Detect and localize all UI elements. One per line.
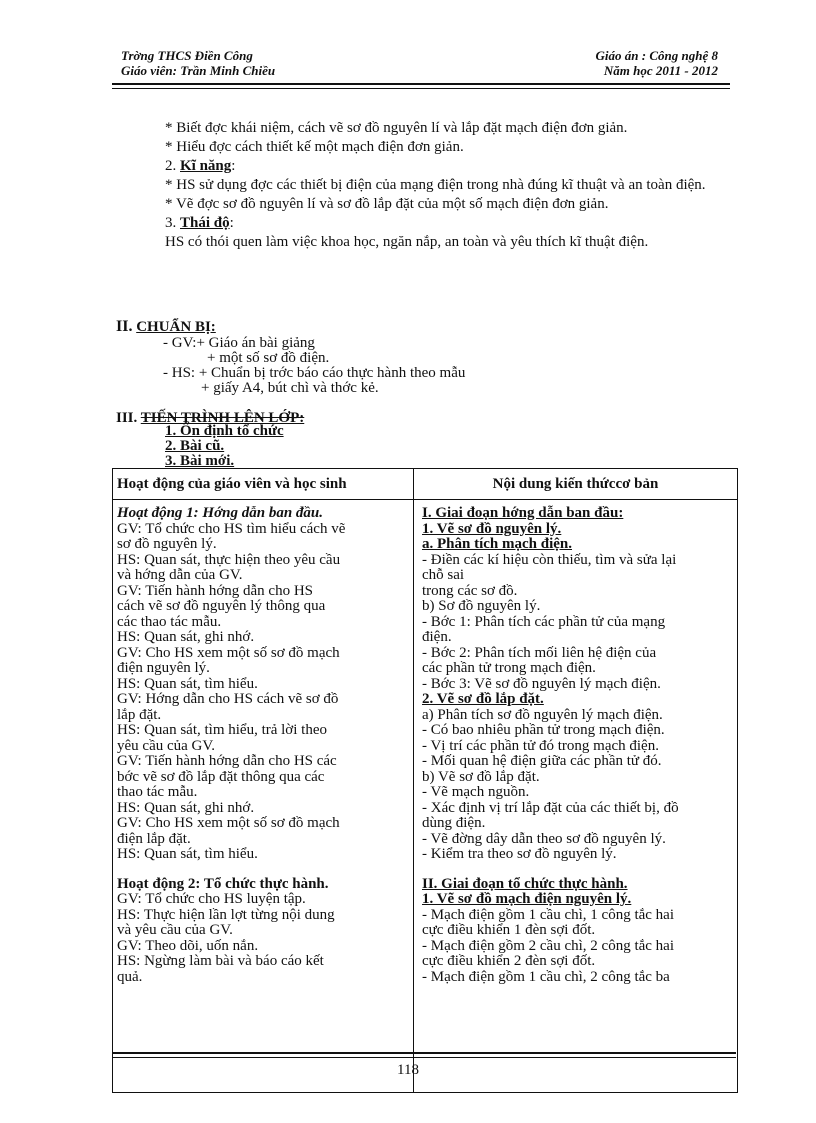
attitude-number: 3. [165, 215, 177, 231]
lesson-table [112, 468, 738, 1093]
subject-name: Giáo án : Công nghệ 8 [595, 48, 718, 63]
preparation-roman: II. [116, 318, 133, 335]
page-number: 118 [397, 1062, 419, 1078]
list-item: - Vẽ mạch nguồn. [422, 784, 530, 800]
list-item: - Mạch điện gồm 1 cầu chì, 2 công tắc ba [422, 968, 670, 985]
procedure-steps [165, 424, 284, 469]
knowledge-item-2: * Hiểu đợc cách thiết kế một mạch điện đơn giản. [165, 139, 464, 155]
table-header-activities: Hoạt động của giáo viên và học sinh [113, 469, 414, 500]
procedure-title: TIẾN TRÌNH LÊN LỚP: [140, 410, 305, 426]
list-item: - Mạch điện gồm 1 cầu chì, 1 công tắc hai [422, 906, 674, 923]
list-item: HS: Thực hiện lần lợt từng nội dung [117, 906, 335, 923]
footer-rule-thick [112, 1052, 736, 1054]
table-body-row [113, 500, 738, 1093]
list-item: - Điền các kí hiệu còn thiếu, tìm và sửa lại [422, 551, 677, 568]
prep-hs-1: - HS: + Chuẩn bị trớc báo cáo thực hành theo mẫu [163, 365, 466, 381]
list-item: GV: Cho HS xem một số sơ đồ mạch [117, 644, 340, 661]
spacer [117, 863, 409, 877]
list-item: các thao tác mẫu. [117, 613, 222, 630]
list-item: - Bớc 1: Phân tích các phần tử của mạng [422, 613, 666, 630]
list-item: HS: Quan sát, ghi nhớ. [117, 629, 255, 645]
teacher-name: Giáo viên: Trần Minh Chiều [121, 63, 276, 78]
list-item: cực điều khiển 2 đèn sợi đốt. [422, 953, 596, 969]
list-item: GV: Hớng dẫn cho HS cách vẽ sơ đồ [117, 691, 339, 707]
list-item: HS: Quan sát, tìm hiểu. [117, 675, 258, 692]
list-item: - Xác định vị trí lắp đặt của các thiết bị, đồ [422, 799, 679, 816]
header-right [596, 48, 718, 78]
list-item: trong các sơ đồ. [422, 582, 518, 599]
table-header-row [113, 469, 738, 500]
step-3: 3. Bài mới. [165, 453, 235, 469]
list-item: điện nguyên lý. [117, 660, 210, 676]
list-item: - Vẽ đờng dây dẫn theo sơ đồ nguyên lý. [422, 830, 666, 847]
list-item: HS: Ngừng làm bài và báo cáo kết [117, 953, 324, 969]
skills-title: Kĩ năng [180, 158, 232, 174]
list-item: quả. [117, 968, 143, 985]
list-item: bớc vẽ sơ đồ lắp đặt thông qua các [117, 768, 325, 785]
activities-column [113, 500, 414, 1093]
list-item: GV: Tổ chức cho HS luyện tập. [117, 891, 306, 907]
activity-heading-2: Hoạt động 2: Tổ chức thực hành. [117, 875, 329, 892]
list-item: GV: Cho HS xem một số sơ đồ mạch [117, 815, 340, 831]
list-item: - Kiểm tra theo sơ đồ nguyên lý. [422, 846, 617, 862]
activity-heading-1: Hoạt động 1: Hớng dẫn ban đầu. [117, 505, 324, 521]
prep-hs-2: + giấy A4, bút chì và thớc kẻ. [201, 380, 379, 396]
content-heading-1: I. Giai đoạn hớng dẫn ban đầu: [422, 505, 624, 521]
content-subheading: a. Phân tích mạch điện. [422, 536, 573, 552]
table-header-content: Nội dung kiến thứccơ bản [414, 469, 738, 500]
preparation-title: CHUẨN BỊ: [136, 319, 216, 335]
header-rule-thick [112, 83, 730, 85]
list-item: dùng điện. [422, 815, 486, 831]
step-1: 1. Ổn định tổ chức [165, 423, 284, 439]
list-item: sơ đồ nguyên lý. [117, 536, 217, 552]
list-item: cách vẽ sơ đồ nguyên lý thông qua [117, 598, 326, 614]
content-subheading: 2. Vẽ sơ đồ lắp đặt. [422, 691, 544, 707]
list-item: và yêu cầu của GV. [117, 922, 233, 938]
list-item: GV: Tiến hành hớng dẫn cho HS [117, 582, 313, 599]
list-item: lắp đặt. [117, 706, 162, 723]
attitude-title: Thái độ [180, 215, 230, 231]
content-subheading: 1. Vẽ sơ đồ nguyên lý. [422, 520, 562, 537]
attitude-heading: 3. Thái độ: [165, 215, 234, 231]
prep-gv-1: - GV:+ Giáo án bài giảng [163, 335, 315, 351]
skills-heading: 2. Kĩ năng: [165, 158, 236, 174]
list-item: GV: Tổ chức cho HS tìm hiểu cách vẽ [117, 520, 346, 537]
list-item: - Có bao nhiêu phần tử trong mạch điện. [422, 722, 665, 738]
content-column [414, 500, 738, 1093]
school-year: Năm học 2011 - 2012 [603, 63, 718, 78]
preparation-list [163, 336, 723, 396]
step-2: 2. Bài cũ. [165, 438, 225, 454]
list-item: - Mối quan hệ điện giữa các phần tử đó. [422, 753, 662, 769]
footer-rule-thin [112, 1057, 736, 1058]
list-item: - Mạch điện gồm 2 cầu chì, 2 công tắc hai [422, 937, 674, 954]
list-item: HS: Quan sát, thực hiện theo yêu cầu [117, 551, 341, 568]
skills-item-2: * Vẽ đợc sơ đồ nguyên lí và sơ đồ lắp đặt của một số mạch điện đơn giản. [165, 196, 609, 212]
list-item: - Vị trí các phần tử đó trong mạch điện. [422, 737, 659, 754]
preparation-heading [116, 318, 216, 336]
content-heading-2: II. Giai đoạn tổ chức thực hành. [422, 875, 628, 892]
spacer [422, 863, 733, 877]
list-item: cực điều khiển 1 đèn sợi đốt. [422, 922, 596, 938]
list-item: a) Phân tích sơ đồ nguyên lý mạch điện. [422, 706, 663, 723]
knowledge-item-1: * Biết đợc khái niệm, cách vẽ sơ đồ nguyên lí và lắp đặt mạch điện đơn giản. [165, 120, 628, 136]
prep-gv-2: + một số sơ đồ điện. [207, 350, 330, 366]
objectives-section [165, 121, 757, 250]
list-item: HS: Quan sát, tìm hiểu. [117, 846, 258, 862]
list-item: b) Vẽ sơ đồ lắp đặt. [422, 768, 540, 785]
procedure-roman: III. [116, 410, 138, 426]
skills-number: 2. [165, 158, 177, 174]
header-rule-thin [112, 88, 730, 89]
list-item: yêu cầu của GV. [117, 737, 216, 754]
list-item: các phần tử trong mạch điện. [422, 660, 596, 676]
list-item: thao tác mẫu. [117, 784, 198, 800]
list-item: GV: Tiến hành hớng dẫn cho HS các [117, 753, 337, 769]
school-name: Trờng THCS Điền Công [121, 48, 253, 63]
list-item: và hớng dẫn của GV. [117, 567, 243, 583]
list-item: GV: Theo dõi, uốn nắn. [117, 937, 259, 954]
list-item: - Bớc 2: Phân tích mối liên hệ điện của [422, 644, 657, 661]
list-item: chỗ sai [422, 567, 465, 583]
list-item: điện. [422, 629, 452, 645]
list-item: - Bớc 3: Vẽ sơ đồ nguyên lý mạch điện. [422, 675, 661, 692]
content-subheading: 1. Vẽ sơ đồ mạch điện nguyên lý. [422, 891, 632, 907]
attitude-item-1: HS có thói quen làm việc khoa học, ngăn nắp, an toàn và yêu thích kĩ thuật điện. [165, 234, 649, 250]
list-item: HS: Quan sát, ghi nhớ. [117, 799, 255, 816]
list-item: điện lắp đặt. [117, 830, 191, 847]
skills-item-1: * HS sử dụng đợc các thiết bị điện của mạng điện trong nhà đúng kĩ thuật và an toàn điện. [165, 177, 706, 193]
list-item: b) Sơ đồ nguyên lý. [422, 598, 541, 614]
header-left [121, 48, 275, 78]
list-item: HS: Quan sát, tìm hiểu, trả lời theo [117, 722, 327, 738]
